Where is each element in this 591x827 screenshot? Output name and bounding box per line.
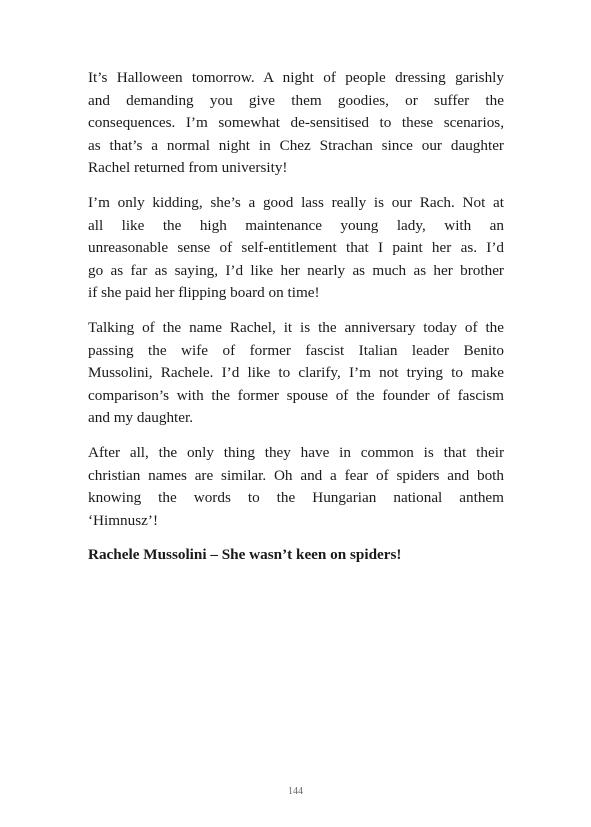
document-body (88, 67, 504, 567)
text-line: ‘Himnusz’! (88, 511, 159, 529)
text-line: unreasonable sense of self-entitlement that I paint her as. I’d (88, 239, 504, 257)
paragraph-2 (88, 192, 504, 305)
text-line: passing the wife of former fascist Italian leader Benito (88, 341, 504, 359)
text-line: Talking of the name Rachel, it is the anniversary today of the (88, 318, 504, 336)
text-line: Rachel returned from university! (88, 159, 288, 177)
text-line: knowing the words to the Hungarian national anthem (88, 489, 504, 507)
page-number: 144 (288, 786, 303, 797)
text-line: It’s Halloween tomorrow. A night of people dressing garishly (88, 69, 504, 86)
paragraph-1 (88, 67, 504, 180)
text-line: all like the high maintenance young lady, with an (88, 216, 504, 234)
text-line: christian names are similar. Oh and a fear of spiders and both (88, 466, 504, 484)
text-line: go as far as saying, I’d like her nearly as much as her brother (88, 261, 504, 279)
paragraph-3 (88, 317, 504, 430)
paragraph-4 (88, 442, 504, 532)
text-line: if she paid her flipping board on time! (88, 284, 320, 302)
text-line: I’m only kidding, she’s a good lass really is our Rach. Not at (88, 193, 504, 211)
text-line: Mussolini, Rachele. I’d like to clarify, I’m not trying to make (88, 364, 504, 382)
text-line: comparison’s with the former spouse of the founder of fascism (88, 386, 504, 404)
closing-heading: Rachele Mussolini – She wasn’t keen on spiders! (88, 546, 402, 564)
text-line: After all, the only thing they have in common is that their (88, 443, 504, 461)
text-line: and my daughter. (88, 409, 194, 427)
text-line: and demanding you give them goodies, or suffer the (88, 91, 504, 109)
text-line: consequences. I’m somewhat de-sensitised to these scenarios, (88, 114, 504, 132)
text-line: as that’s a normal night in Chez Strachan since our daughter (88, 136, 504, 154)
